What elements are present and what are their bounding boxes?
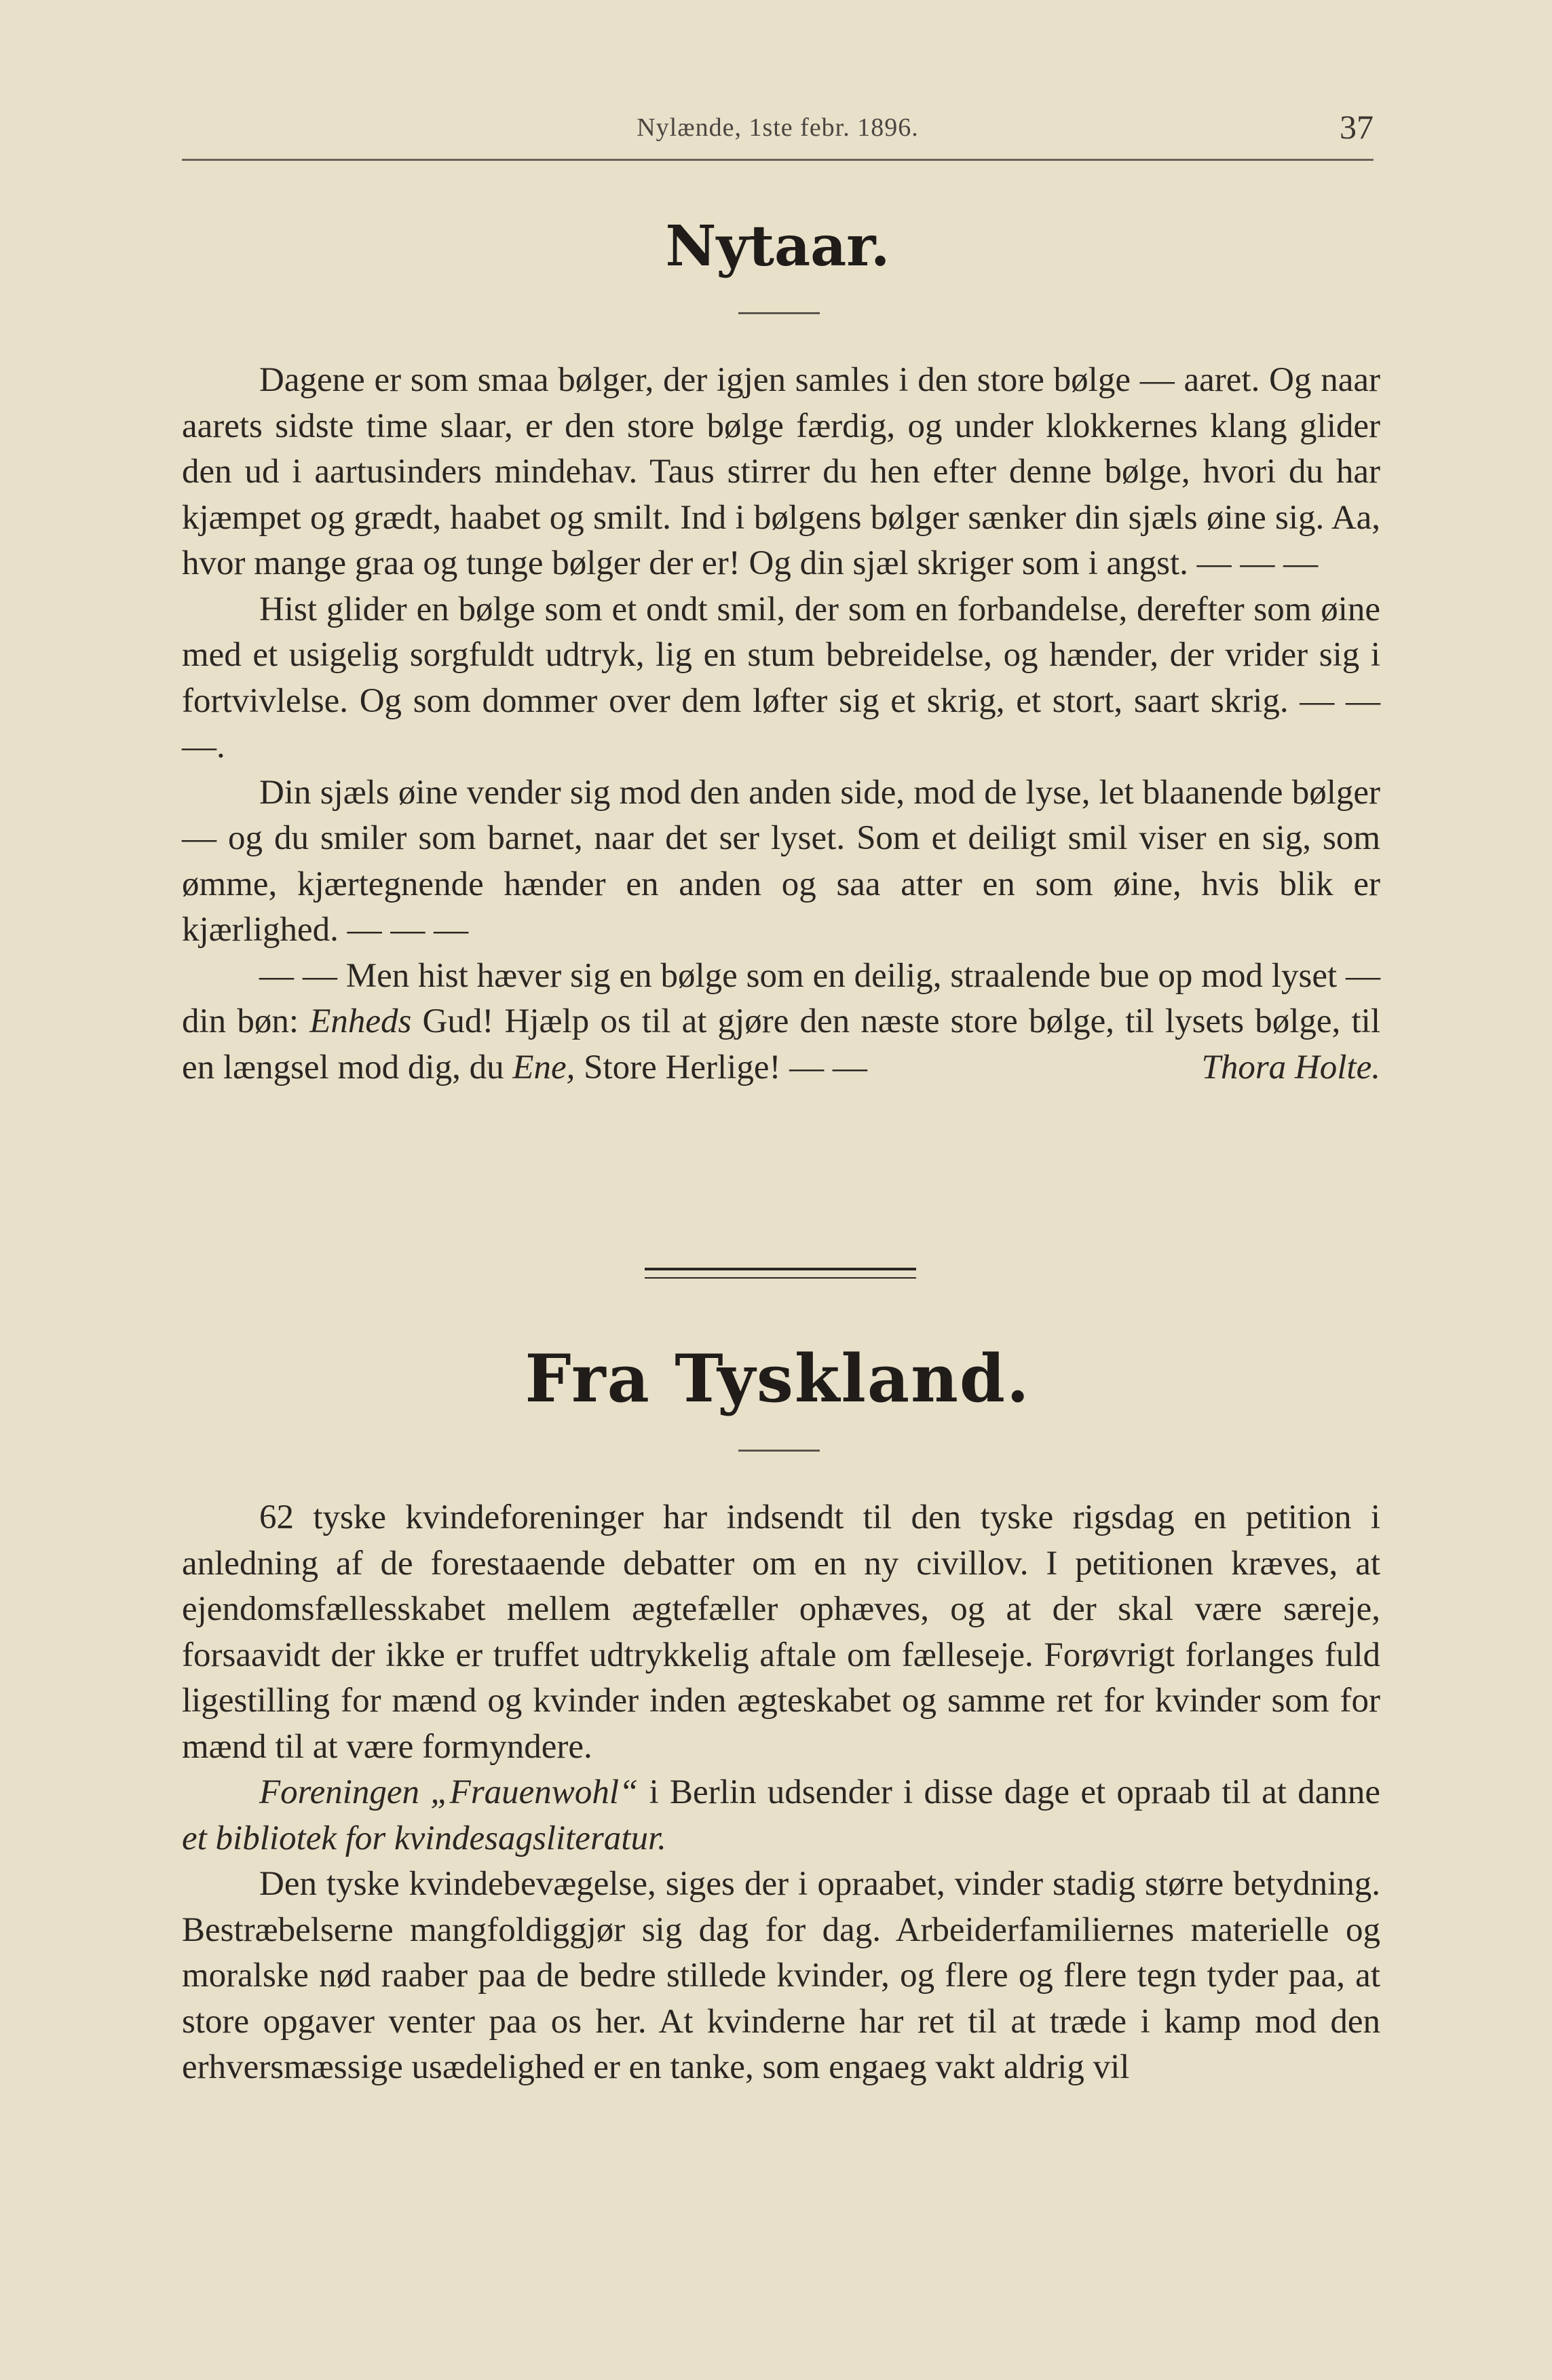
paragraph: Dagene er som smaa bølger, der igjen samles i den store bølge — aaret. Og naar aarets sidste time slaar, er den store bølge færdig, og under klokkernes klang glider den ud i aartusinders mindehav. Taus stirrer du hen efter denne bølge, hvori du har kjæmpet og grædt, haabet og smilt. Ind i bølgens bølger sænker din sjæls øine sig. Aa, hvor mange graa og tunge bølger der er! Og din sjæl skriger som i angst. — — —: [182, 361, 1380, 582]
paragraph: Den tyske kvindebevægelse, siges der i opraabet, vinder stadig større betydning. Bestræbelserne mangfoldiggjør sig dag for dag. Arbeiderfamiliernes materielle og moralske nød raaber paa de bedre stillede kvinder, og flere og flere tegn tyder paa, at store opgaver venter paa os her. At kvinderne har ret til at træde i kamp mod den erhversmæssige usædelighed er en tanke, som engaeg vakt aldrig vil: [182, 1865, 1380, 2086]
header-rule: [182, 159, 1374, 161]
author-signature: Thora Holte.: [1201, 1048, 1380, 1087]
paragraph: [182, 1770, 1380, 1862]
emphasis: Enheds: [309, 1002, 412, 1040]
paragraph: [182, 953, 1380, 1091]
title-rule: [738, 312, 820, 314]
article-body-fra-tyskland: [182, 1495, 1380, 2091]
text-run: Gud! Hjælp os til at gjøre den næste store bølge, til lysets bølge, til en længsel mod dig, du: [182, 1002, 1380, 1087]
text-run: — — Men hist hæver sig en bølge som en deilig, straalende bue op mod lyset — din bøn:: [182, 956, 1380, 1040]
article-body-nytaar: [182, 358, 1380, 1091]
page-header: [182, 107, 1374, 151]
article-title-fra-tyskland: Fra Tyskland.: [525, 1340, 1031, 1417]
paragraph: 62 tyske kvindeforeninger har indsendt til den tyske rigsdag en petition i anledning af de forestaaende debatter om en ny civillov. I petitionen kræves, at ejendomsfællesskabet mellem ægtefæller ophæves, og at der skal være særeje, forsaavidt der ikke er truffet udtrykkelig aftale om fælleseje. Forøvrigt forlanges fuld ligestilling for mænd og kvinder inden ægteskabet og samme ret for kvinder som for mænd til at være formyndere.: [182, 1498, 1380, 1766]
paragraph: Din sjæls øine vender sig mod den anden side, mod de lyse, let blaanende bølger — og du smiler som barnet, naar det ser lyset. Som et deiligt smil viser en sig, som ømme, kjærtegnende hænder en anden og saa atter en som øine, hvis blik er kjærlighed. — — —: [182, 773, 1380, 949]
section-divider: [645, 1268, 916, 1270]
text-run: Store Herlige! — —: [575, 1048, 867, 1087]
emphasis: et bibliotek for kvindesagsliteratur.: [182, 1819, 666, 1857]
text-run: i Berlin udsender i disse dage et opraab til at danne: [638, 1773, 1380, 1811]
page-number: 37: [1340, 108, 1374, 146]
article-title-nytaar: Nytaar.: [665, 214, 890, 279]
title-rule: [738, 1450, 820, 1452]
emphasis: Ene,: [512, 1048, 575, 1087]
paragraph: Hist glider en bølge som et ondt smil, der som en forbandelse, derefter som øine med et usigelig sorgfuldt udtryk, lig en stum bebreidelse, og hænder, der vrider sig i fortvivlelse. Og som dommer over dem løfter sig et skrig, et stort, saart skrig. — — —.: [182, 590, 1380, 766]
emphasis: Foreningen „Frauenwohl“: [259, 1773, 639, 1811]
section-divider: [645, 1277, 916, 1279]
running-title: Nylænde, 1ste febr. 1896.: [637, 113, 919, 142]
